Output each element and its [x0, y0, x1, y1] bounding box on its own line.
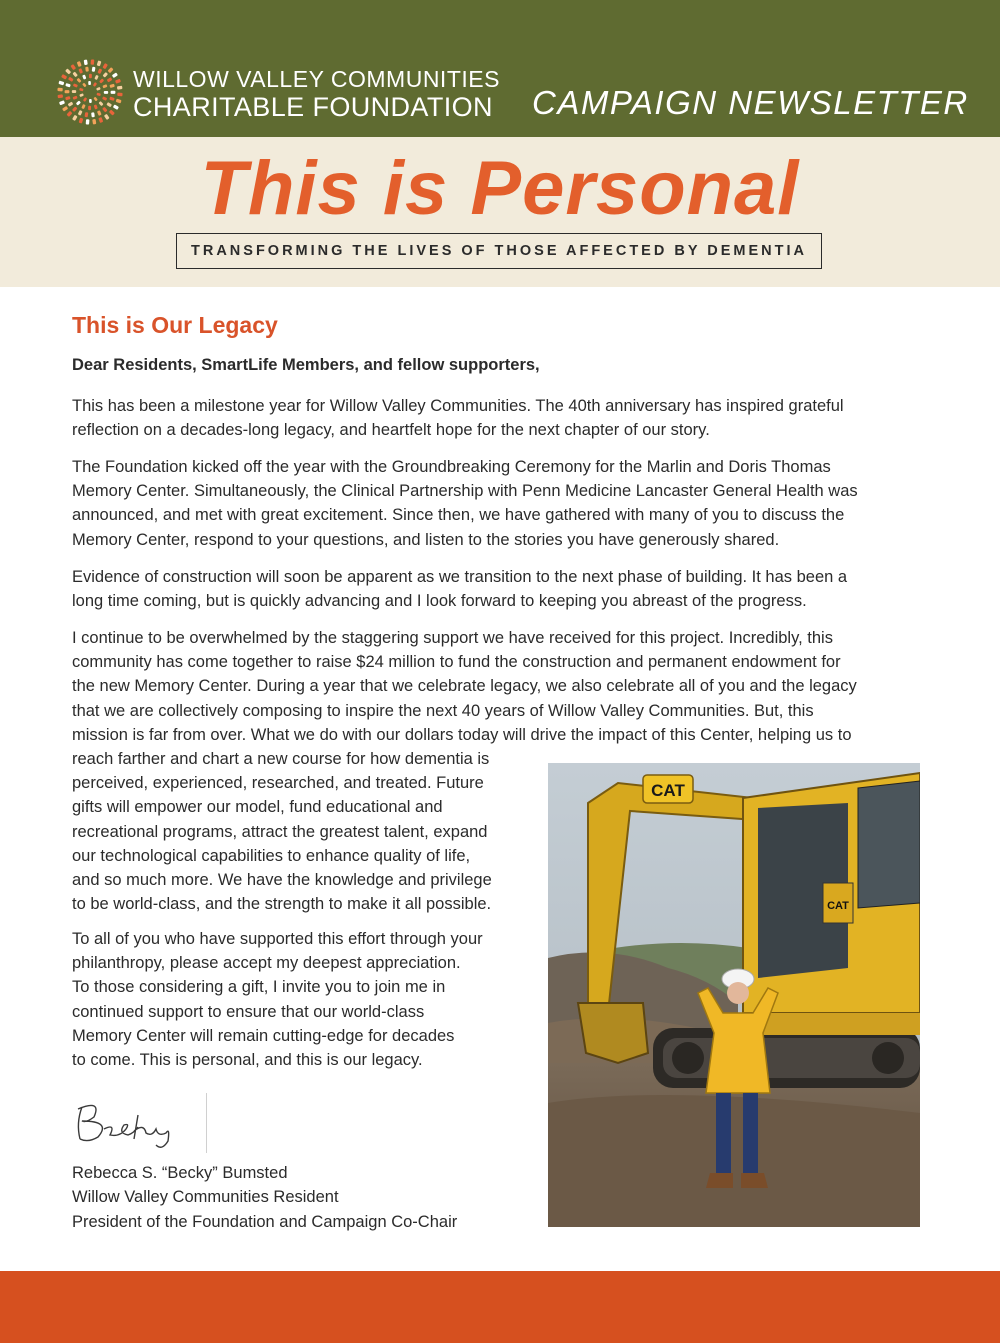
logo-dot [98, 101, 103, 106]
line: long time coming, but is quickly advancing and I look forward to keeping you abreast of the progress. [72, 592, 807, 611]
logo-dot [102, 96, 107, 100]
logo-dot [65, 68, 71, 74]
logo-dot [82, 74, 86, 79]
logo-dot [83, 97, 87, 102]
logo-dot [72, 90, 76, 93]
logo-dot [84, 59, 88, 65]
logo-dot [92, 67, 96, 72]
logo-dot [96, 87, 101, 91]
logo-dot [111, 91, 116, 94]
logo-dot [104, 91, 108, 94]
logo-dot [89, 99, 92, 103]
logo-dot [94, 75, 98, 80]
paragraph-3 [72, 565, 847, 613]
logo-dot [97, 60, 102, 66]
logo-dot [72, 115, 78, 121]
paragraph-1 [72, 394, 844, 442]
line: Memory Center will remain cutting-edge for decades [72, 1026, 455, 1045]
line: perceived, experienced, researched, and treated. Future [72, 774, 484, 793]
line: announced, and met with great excitement. Since then, we have gathered with many of you to discuss the [72, 506, 845, 525]
logo-dot [61, 74, 67, 80]
signer-name: Rebecca S. “Becky” Bumsted [72, 1164, 288, 1182]
logo-dot [93, 82, 97, 87]
newsletter-label: CAMPAIGN NEWSLETTER [532, 84, 969, 121]
logo-dot [57, 94, 63, 98]
tagline-box [176, 233, 822, 269]
logo-dot [72, 106, 78, 112]
line: reflection on a decades-long legacy, and heartfelt hope for the next chapter of our story. [72, 421, 710, 440]
org-name-line2: CHARITABLE FOUNDATION [133, 92, 493, 122]
logo-dot [89, 74, 92, 78]
line: To all of you who have supported this effort through your [72, 930, 483, 948]
logo-dot [102, 107, 107, 113]
excavator-photo-image [548, 763, 920, 1227]
logo-dot [68, 77, 74, 82]
logo-dot [88, 106, 91, 110]
logo-dot [72, 96, 77, 100]
handwritten-signature-image [72, 1093, 206, 1153]
cat-badge: CAT [651, 781, 685, 800]
logo-dot [84, 112, 88, 117]
logo-dot [116, 99, 122, 104]
line: gifts will empower our model, fund educational and [72, 798, 443, 817]
logo-dot [117, 93, 122, 97]
logo-dot [68, 102, 74, 107]
logo-dot [73, 83, 78, 87]
signature-script: Becky [72, 1093, 75, 1094]
logo-dot [76, 78, 81, 83]
logo-dot [104, 114, 110, 120]
logo-dot [117, 86, 123, 90]
logo-dot [112, 72, 118, 78]
logo-dot [79, 93, 84, 97]
line: Memory Center. Simultaneously, the Clinical Partnership with Penn Medicine Lancaster General Health was [72, 482, 858, 501]
logo-dot [109, 84, 114, 88]
logo-dot [65, 96, 70, 100]
logo-dot [88, 81, 91, 85]
logo-dot [102, 84, 107, 88]
logo-dot [79, 88, 84, 92]
logo-dot [59, 100, 65, 105]
logo-dot [85, 67, 89, 72]
logo-dot [58, 81, 64, 86]
logo-dot [96, 93, 101, 97]
line: and so much more. We have the knowledge and privilege [72, 871, 492, 890]
line: recreational programs, attract the greatest talent, expand [72, 822, 488, 841]
logo-dot [78, 68, 83, 74]
logo-dot [108, 67, 114, 73]
tagline-text: TRANSFORMING THE LIVES OF THOSE AFFECTED BY DEMENTIA [191, 243, 807, 259]
logo-dot [106, 102, 112, 107]
logo-dot [79, 118, 84, 124]
line: the new Memory Center. During a year that we celebrate legacy, we also celebrate all of you and the legacy [72, 677, 857, 696]
logo-dot [98, 117, 103, 123]
line: The Foundation kicked off the year with the Groundbreaking Ceremony for the Marlin and Doris Thomas [72, 458, 831, 476]
page-title: This is Personal [200, 146, 800, 231]
line: that we are collectively composing to inspire the next 40 years of Willow Valley Communities. But, this [72, 701, 814, 720]
line: to be world-class, and the strength to make it all possible. [72, 895, 492, 914]
section-heading: This is Our Legacy [72, 312, 278, 338]
signer-title-1: Willow Valley Communities Resident [72, 1188, 339, 1207]
line: To those considering a gift, I invite you to join me in [72, 978, 446, 997]
signer-title-2: President of the Foundation and Campaign Co-Chair [72, 1212, 458, 1231]
logo-dot [62, 106, 68, 112]
signature-block [72, 1161, 457, 1234]
logo-dot [86, 119, 90, 124]
logo-dot [70, 64, 76, 70]
logo-dot [113, 104, 119, 110]
logo-dot [109, 110, 115, 116]
logo-dot [77, 61, 82, 67]
logo-dot [103, 72, 109, 78]
logo-dot [65, 90, 70, 93]
org-name-line1: WILLOW VALLEY COMMUNITIES [133, 66, 500, 92]
salutation: Dear Residents, SmartLife Members, and fellow supporters, [72, 356, 540, 374]
line: mission is far from over. What we do with our dollars today will drive the impact of this Center, helping us to [72, 725, 852, 744]
foundation-logo-icon [55, 57, 125, 127]
logo-dot [81, 104, 85, 109]
line: continued support to ensure that our world-class [72, 1002, 425, 1021]
line: community has come together to raise $24 million to fund the construction and permanent endowment for [72, 653, 841, 672]
line: This has been a milestone year for Willow Valley Communities. The 40th anniversary has inspired grateful [72, 397, 844, 415]
line: Evidence of construction will soon be apparent as we transition to the next phase of building. It has been a [72, 568, 848, 586]
logo-dot [102, 63, 108, 69]
masthead [0, 0, 1000, 137]
logo-dot [82, 83, 87, 88]
paragraph-2 [72, 455, 858, 552]
line: Memory Center, respond to your questions, and listen to the stories you have generously shared. [72, 530, 780, 549]
logo-dot [109, 97, 115, 101]
logo-dot [107, 77, 113, 82]
logo-dot [76, 100, 81, 105]
logo-dot [97, 110, 102, 116]
cab-cat-badge: CAT [827, 900, 849, 912]
logo-dot [66, 111, 72, 117]
logo-dot [93, 97, 98, 102]
line: to come. This is personal, and this is our legacy. [72, 1051, 423, 1070]
logo-dot [91, 59, 95, 64]
logo-dot [97, 68, 102, 74]
logo-dot [65, 83, 71, 87]
line: our technological capabilities to enhance quality of life, [72, 846, 471, 865]
logo-dot [78, 110, 83, 116]
paragraph-5 [72, 927, 483, 1072]
signature [72, 1093, 207, 1153]
line: philanthropy, please accept my deepest appreciation. [72, 954, 461, 973]
construction-photo [548, 763, 920, 1227]
logo-dot [57, 88, 62, 92]
logo-dot [99, 78, 104, 83]
logo-dot [72, 72, 77, 78]
logo-dot [91, 112, 95, 117]
line: I continue to be overwhelmed by the staggering support we have received for this project. Incredibly, this [72, 629, 833, 647]
logo-dot [92, 119, 96, 125]
footer-bar [0, 1271, 1000, 1343]
line: reach farther and chart a new course for how dementia is [72, 750, 490, 769]
logo-dot [94, 104, 98, 109]
logo-dot [115, 79, 121, 84]
